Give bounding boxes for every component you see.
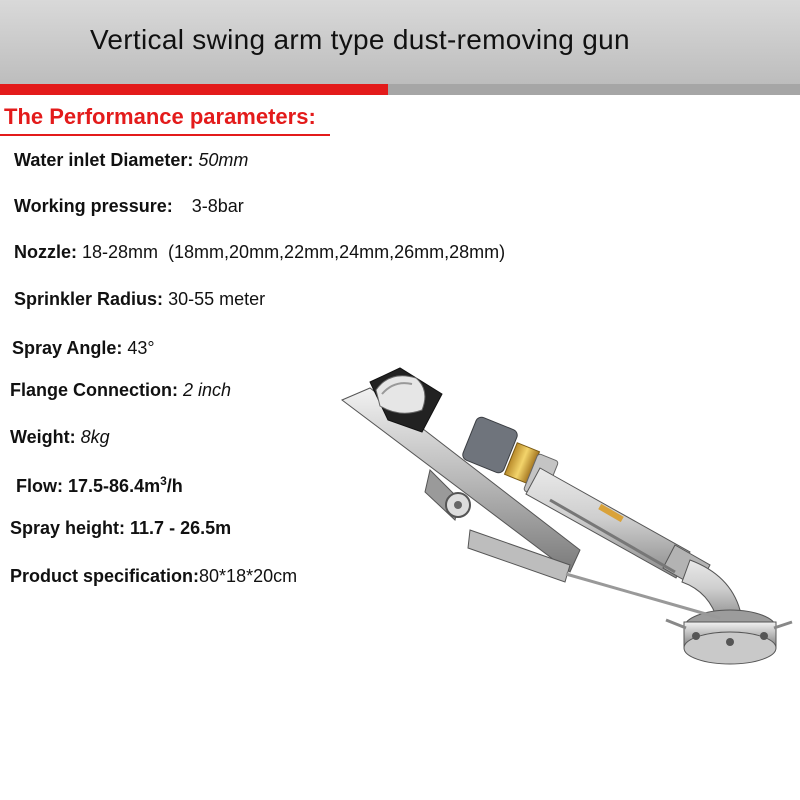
param-spray-height — [10, 518, 231, 539]
param-label: Flow: — [16, 476, 63, 496]
param-sprinkler-radius — [14, 289, 265, 310]
param-working-pressure — [14, 196, 244, 217]
param-value: 50mm — [198, 150, 249, 170]
param-value: 8kg — [80, 427, 110, 447]
param-nozzle — [14, 242, 505, 263]
param-product-spec — [10, 566, 297, 587]
param-label: Water inlet Diameter: — [14, 150, 194, 170]
param-label: Working pressure: — [14, 196, 173, 216]
param-label: Spray Angle: — [12, 338, 123, 358]
param-value: 18-28mm (18mm,20mm,22mm,24mm,26mm,28mm) — [82, 242, 506, 262]
section-underline — [0, 134, 330, 136]
param-value: 11.7 - 26.5m — [130, 518, 232, 538]
accent-bar-red — [0, 84, 388, 95]
dust-removing-gun-image — [330, 360, 800, 700]
accent-bar-grey — [388, 84, 800, 95]
param-label: Product specification: — [10, 566, 200, 586]
param-flow — [16, 474, 183, 497]
param-spray-angle — [12, 338, 155, 359]
param-label: Weight: — [10, 427, 76, 447]
param-value: 43° — [127, 338, 155, 358]
param-label: Flange Connection: — [10, 380, 178, 400]
base-flange — [666, 560, 792, 664]
param-value: $17.5-86.4m^3/h$ — [68, 474, 183, 496]
param-label: Sprinkler Radius: — [14, 289, 164, 309]
param-value: 2 inch — [183, 380, 232, 400]
param-label: Nozzle: — [14, 242, 77, 262]
param-weight — [10, 427, 110, 448]
page-title: Vertical swing arm type dust-removing gun — [90, 24, 630, 55]
param-value: 80*18*20cm — [199, 566, 298, 586]
param-water-inlet — [14, 150, 248, 171]
param-label: Spray height: — [10, 518, 126, 538]
param-value: 30-55 meter — [168, 289, 266, 309]
section-heading: The Performance parameters: — [4, 104, 316, 129]
param-flange-connection — [10, 380, 231, 401]
param-value: 3-8bar — [191, 196, 244, 216]
